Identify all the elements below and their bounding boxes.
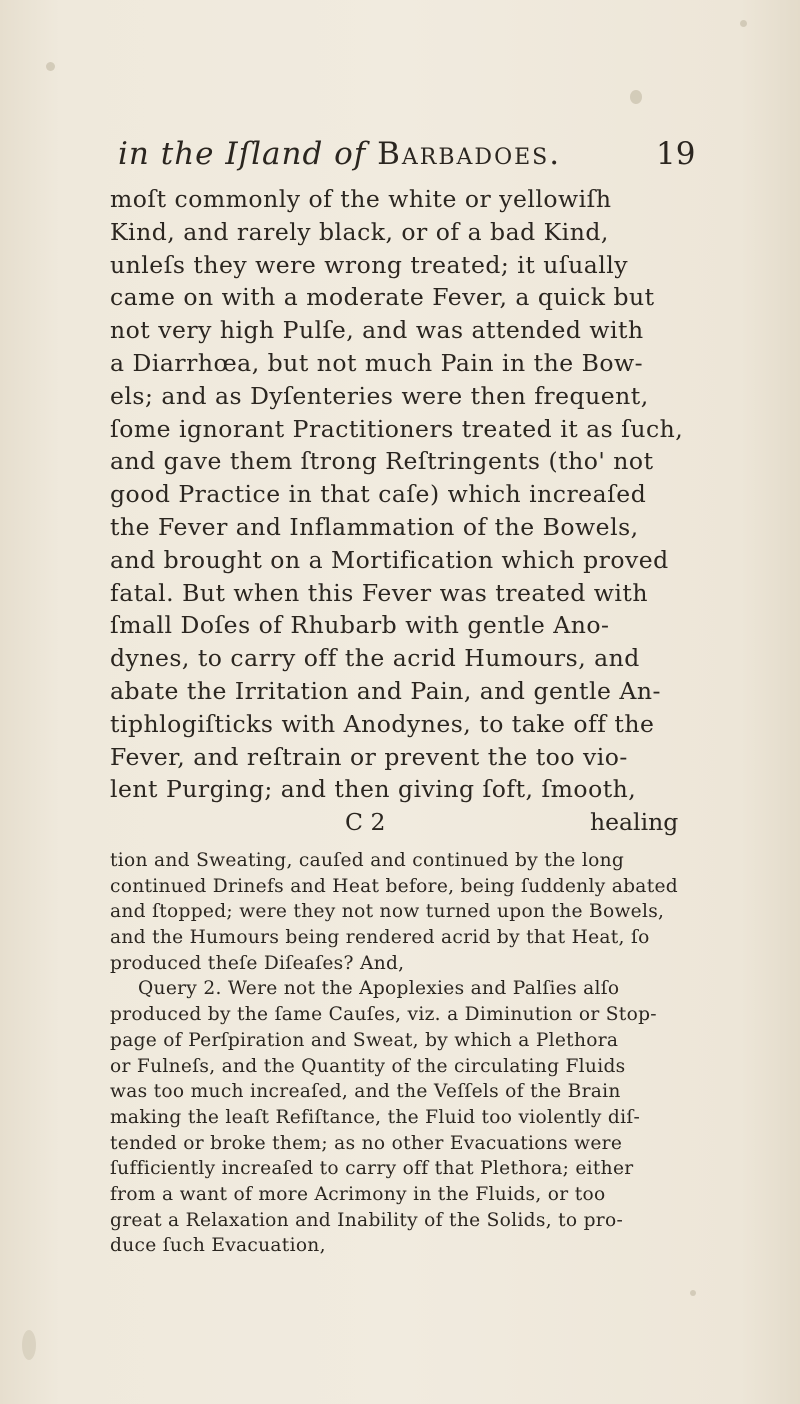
text-line: making the leaſt Refiſtance, the Fluid too violently diſ- xyxy=(110,1106,641,1128)
text-line: and ſtopped; were they not now turned upon the Bowels, xyxy=(110,901,665,923)
text-line: unleſs they were wrong treated; it uſually xyxy=(110,250,629,279)
text-line: Kind, and rarely black, or of a bad Kind, xyxy=(110,217,609,246)
catchword: healing xyxy=(590,808,679,836)
text-line: fatal. But when this Fever was treated with xyxy=(110,578,648,607)
text-line: and brought on a Mortification which proved xyxy=(110,545,669,574)
text-line: a Diarrhœa, but not much Pain in the Bow- xyxy=(110,348,644,377)
text-line: tion and Sweating, cauſed and continued by the long xyxy=(110,850,625,871)
text-line: produced theſe Diſeaſes? And, xyxy=(110,952,405,974)
text-line: Query 2. Were not the Apoplexies and Palſies alſo xyxy=(138,978,620,1000)
text-line: not very high Pulſe, and was attended with xyxy=(110,316,644,345)
text-line: moſt commonly of the white or yellowiſh xyxy=(110,185,612,213)
paper-stain xyxy=(630,90,642,104)
text-line: came on with a moderate Fever, a quick but xyxy=(110,283,655,312)
text-line: produced by the ſame Cauſes, viz. a Diminution or Stop- xyxy=(110,1004,657,1026)
text-line: was too much increaſed, and the Veſſels of the Brain xyxy=(110,1081,621,1103)
text-line: abate the Irritation and Pain, and gentle An- xyxy=(110,676,661,705)
text-line: tended or broke them; as no other Evacuations were xyxy=(110,1132,623,1154)
text-line: duce ſuch Evacuation, xyxy=(110,1235,326,1257)
text-line: the Fever and Inflammation of the Bowels, xyxy=(110,512,639,541)
signature-mark: C 2 xyxy=(345,808,386,836)
text-line: ſome ignorant Practitioners treated it as ſuch, xyxy=(110,414,684,443)
page-number: 19 xyxy=(656,136,696,172)
running-head-text: in the Iſland of xyxy=(118,136,367,172)
text-line: page of Perſpiration and Sweat, by which a Plethora xyxy=(110,1029,619,1051)
text-line: and the Humours being rendered acrid by that Heat, ſo xyxy=(110,927,650,949)
paper-stain xyxy=(740,20,747,27)
text-line: and gave them ſtrong Reſtringents (tho' not xyxy=(110,447,654,476)
text-line: continued Drinefs and Heat before, being ſuddenly abated xyxy=(110,875,678,897)
running-head xyxy=(118,136,638,180)
text-line: or Fulneſs, and the Quantity of the circulating Fluids xyxy=(110,1055,626,1077)
text-line: tiphlogiſticks with Anodynes, to take off the xyxy=(110,709,655,738)
running-head-place: Barbadoes. xyxy=(377,136,562,172)
text-line: lent Purging; and then giving ſoft, ſmooth, xyxy=(110,775,637,804)
upper-paragraph xyxy=(110,183,730,806)
paper-stain xyxy=(22,1330,36,1360)
text-line: ſmall Doſes of Rhubarb with gentle Ano- xyxy=(110,611,610,640)
lower-paragraph xyxy=(110,848,730,1259)
text-line: dynes, to carry off the acrid Humours, and xyxy=(110,644,640,673)
paper-stain xyxy=(46,62,55,71)
text-line: good Practice in that caſe) which increaſed xyxy=(110,480,647,509)
text-line: great a Relaxation and Inability of the Solids, to pro- xyxy=(110,1209,624,1231)
text-line: Fever, and reſtrain or prevent the too vio- xyxy=(110,742,628,771)
text-line: from a want of more Acrimony in the Fluids, or too xyxy=(110,1183,606,1205)
text-line: ſufficiently increaſed to carry off that Plethora; either xyxy=(110,1158,634,1180)
paper-stain xyxy=(690,1290,696,1296)
text-line: els; and as Dyſenteries were then frequent, xyxy=(110,381,649,410)
